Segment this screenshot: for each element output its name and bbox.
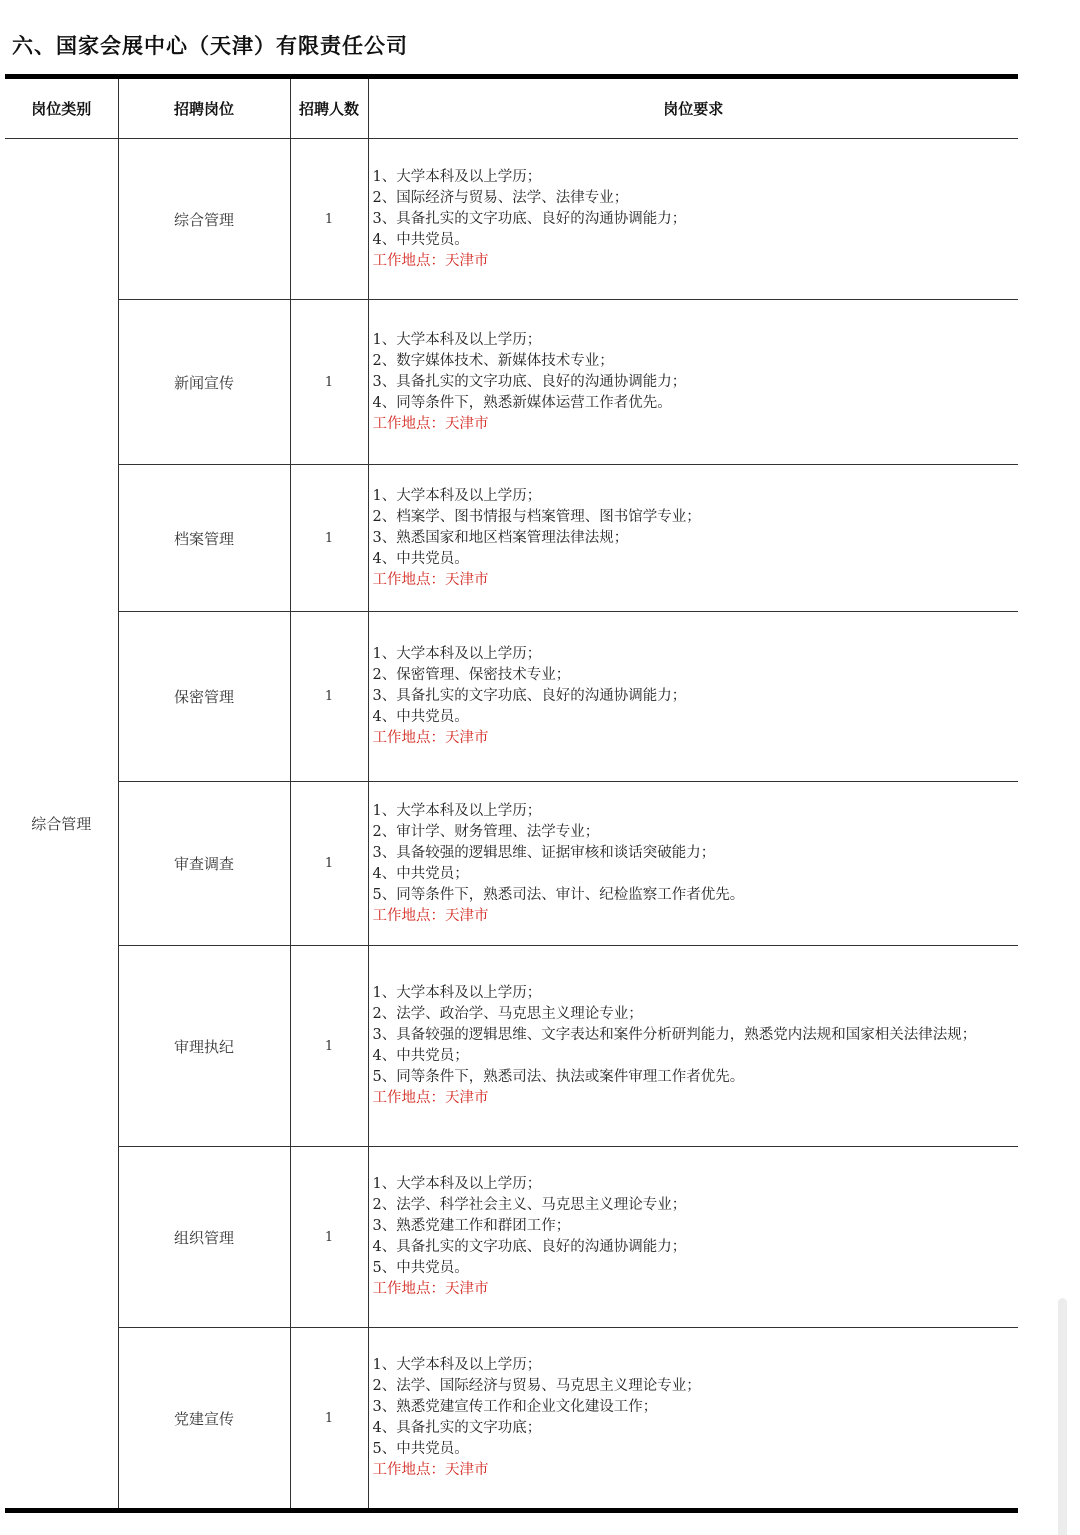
requirement-line: 1、大学本科及以上学历；	[372, 487, 542, 504]
requirement-line: 2、审计学、财务管理、法学专业；	[372, 823, 600, 840]
requirement-line: 4、中共党员。	[372, 231, 469, 248]
work-location: 工作地点：天津市	[372, 252, 489, 269]
requirement-line: 3、熟悉党建工作和群团工作；	[372, 1218, 571, 1234]
requirement-line: 3、具备扎实的文字功底、良好的沟通协调能力；	[372, 373, 687, 390]
requirement-line: 1、大学本科及以上学历；	[372, 985, 542, 1001]
requirement-line: 4、中共党员；	[372, 1048, 469, 1064]
requirement-line: 3、具备扎实的文字功底、良好的沟通协调能力；	[372, 688, 687, 704]
position-cell: 综合管理	[118, 139, 290, 300]
requirement-line: 3、熟悉党建宣传工作和企业文化建设工作；	[372, 1399, 658, 1415]
recruitment-table	[5, 74, 1018, 1513]
count-cell: 1	[290, 300, 368, 465]
header-requirements: 岗位要求	[368, 77, 1018, 139]
requirement-line: 4、中共党员。	[372, 709, 469, 725]
requirement-line: 5、中共党员。	[372, 1441, 469, 1457]
requirement-line: 2、保密管理、保密技术专业；	[372, 667, 571, 683]
vertical-scrollbar[interactable]	[1058, 1298, 1067, 1535]
count-cell: 1	[290, 782, 368, 946]
requirement-line: 4、同等条件下，熟悉新媒体运营工作者优先。	[372, 394, 672, 411]
recruitment-table-wrapper	[5, 74, 1018, 1513]
requirements-cell	[368, 946, 1018, 1147]
count-cell: 1	[290, 139, 368, 300]
requirement-line: 2、法学、科学社会主义、马克思主义理论专业；	[372, 1197, 687, 1213]
requirement-line: 2、法学、政治学、马克思主义理论专业；	[372, 1006, 643, 1022]
position-cell: 档案管理	[118, 465, 290, 612]
position-cell: 组织管理	[118, 1147, 290, 1328]
work-location: 工作地点：天津市	[372, 730, 489, 746]
table-row	[5, 300, 1018, 465]
table-row	[5, 465, 1018, 612]
requirement-line: 5、同等条件下，熟悉司法、执法或案件审理工作者优先。	[372, 1069, 745, 1085]
category-cell: 综合管理	[5, 139, 118, 1511]
requirement-line: 1、大学本科及以上学历；	[372, 1357, 542, 1373]
requirements-cell	[368, 1328, 1018, 1511]
header-category: 岗位类别	[5, 77, 118, 139]
requirement-line: 4、具备扎实的文字功底、良好的沟通协调能力；	[372, 1239, 687, 1255]
work-location: 工作地点：天津市	[372, 907, 489, 924]
count-cell: 1	[290, 946, 368, 1147]
requirement-line: 2、法学、国际经济与贸易、马克思主义理论专业；	[372, 1378, 701, 1394]
requirement-line: 2、数字媒体技术、新媒体技术专业；	[372, 352, 614, 369]
requirement-line: 4、中共党员；	[372, 865, 469, 882]
requirement-line: 1、大学本科及以上学历；	[372, 802, 542, 819]
requirement-line: 1、大学本科及以上学历；	[372, 646, 542, 662]
requirement-line: 4、中共党员。	[372, 550, 469, 567]
section-title: 六、国家会展中心（天津）有限责任公司	[12, 34, 408, 58]
header-count: 招聘人数	[290, 77, 368, 139]
position-cell: 党建宣传	[118, 1328, 290, 1511]
position-cell: 新闻宣传	[118, 300, 290, 465]
requirement-line: 3、具备较强的逻辑思维、文字表达和案件分析研判能力，熟悉党内法规和国家相关法律法规；	[372, 1027, 977, 1043]
requirements-cell	[368, 465, 1018, 612]
count-cell: 1	[290, 1328, 368, 1511]
requirement-line: 5、中共党员。	[372, 1260, 469, 1276]
requirement-line: 5、同等条件下，熟悉司法、审计、纪检监察工作者优先。	[372, 886, 745, 903]
position-cell: 审查调查	[118, 782, 290, 946]
requirement-line: 1、大学本科及以上学历；	[372, 331, 542, 348]
position-cell: 审理执纪	[118, 946, 290, 1147]
work-location: 工作地点：天津市	[372, 1462, 489, 1478]
requirement-line: 1、大学本科及以上学历；	[372, 168, 542, 185]
requirements-cell	[368, 612, 1018, 782]
header-position: 招聘岗位	[118, 77, 290, 139]
work-location: 工作地点：天津市	[372, 1281, 489, 1297]
requirements-cell	[368, 1147, 1018, 1328]
table-header-row	[5, 77, 1018, 139]
requirement-line: 2、档案学、图书情报与档案管理、图书馆学专业；	[372, 508, 701, 525]
requirement-line: 1、大学本科及以上学历；	[372, 1176, 542, 1192]
requirements-cell	[368, 300, 1018, 465]
work-location: 工作地点：天津市	[372, 415, 489, 432]
work-location: 工作地点：天津市	[372, 1090, 489, 1106]
requirements-cell	[368, 782, 1018, 946]
requirement-line: 3、具备扎实的文字功底、良好的沟通协调能力；	[372, 210, 687, 227]
count-cell: 1	[290, 612, 368, 782]
table-row	[5, 1147, 1018, 1328]
table-row	[5, 139, 1018, 300]
requirement-line: 2、国际经济与贸易、法学、法律专业；	[372, 189, 629, 206]
requirement-line: 3、具备较强的逻辑思维、证据审核和谈话突破能力；	[372, 844, 716, 861]
requirements-cell	[368, 139, 1018, 300]
table-row	[5, 612, 1018, 782]
count-cell: 1	[290, 465, 368, 612]
table-row	[5, 946, 1018, 1147]
requirement-line: 3、熟悉国家和地区档案管理法律法规；	[372, 529, 629, 546]
table-row	[5, 1328, 1018, 1511]
count-cell: 1	[290, 1147, 368, 1328]
position-cell: 保密管理	[118, 612, 290, 782]
requirement-line: 4、具备扎实的文字功底；	[372, 1420, 542, 1436]
work-location: 工作地点：天津市	[372, 571, 489, 588]
table-row	[5, 782, 1018, 946]
